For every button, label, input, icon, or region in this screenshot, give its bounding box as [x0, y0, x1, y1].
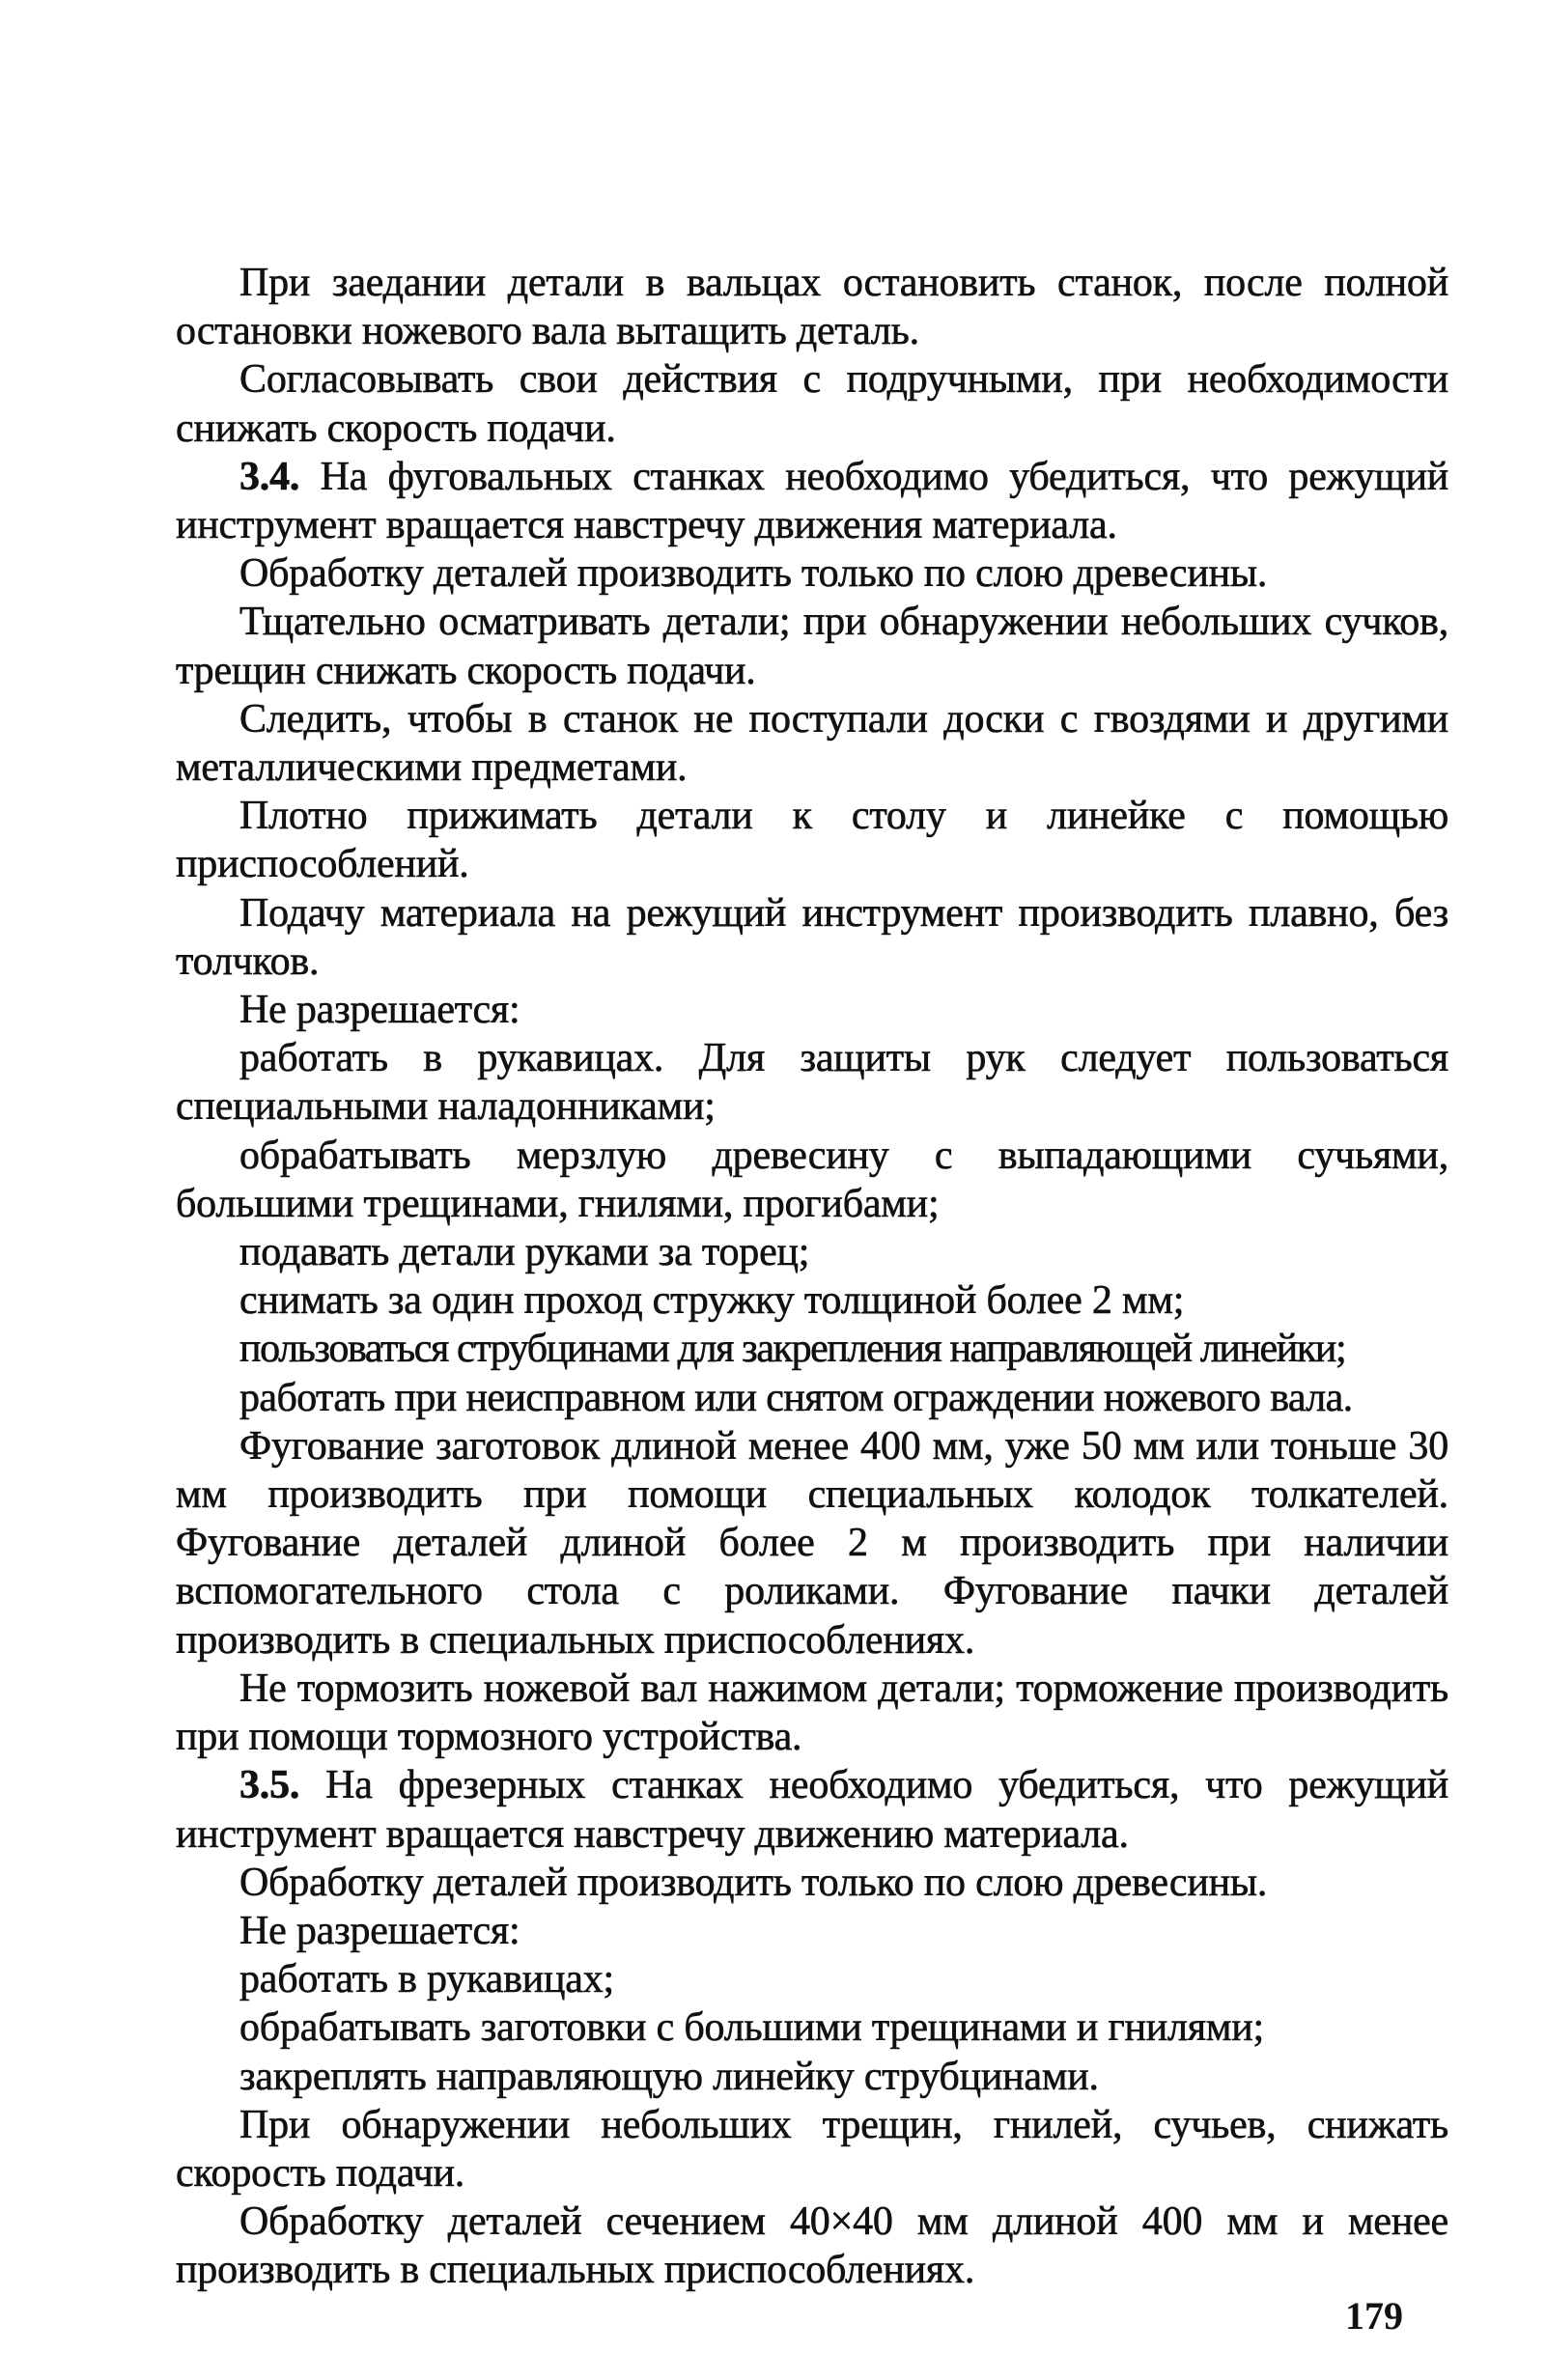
- paragraph: [176, 2003, 1448, 2052]
- paragraph: [176, 695, 1448, 792]
- paragraph: [176, 889, 1448, 986]
- paragraph: [176, 1955, 1448, 2003]
- paragraph: [176, 1132, 1448, 1228]
- paragraph-text: снимать за один проход стружку толщиной более 2 мм;: [239, 1278, 1185, 1324]
- paragraph-text: Не разрешается:: [239, 1908, 520, 1953]
- paragraph: [176, 355, 1448, 452]
- paragraph: [176, 1665, 1448, 1761]
- paragraph-text: обрабатывать мерзлую древесину с выпадающими сучьями, большими трещинами, гнилями, прогибами;: [176, 1133, 1448, 1226]
- paragraph-text: Тщательно осматривать детали; при обнаружении небольших сучков, трещин снижать скорость подачи.: [176, 600, 1448, 693]
- paragraph-text: При заедании детали в вальцах остановить станок, после полной остановки ножевого вала вытащить деталь.: [176, 261, 1448, 354]
- paragraph-text: При обнаружении небольших трещин, гнилей, сучьев, снижать скорость подачи.: [176, 2102, 1448, 2196]
- paragraph-text: пользоваться струбцинами для закрепления направляющей линейки;: [239, 1327, 1346, 1372]
- paragraph: [176, 2198, 1448, 2294]
- section-number: 3.4.: [239, 454, 300, 499]
- paragraph: [176, 2101, 1448, 2198]
- paragraph-text: Обработку деталей сечением 40×40 мм длиной 400 мм и менее производить в специальных приспособлениях.: [176, 2199, 1448, 2293]
- paragraph: [176, 1761, 1448, 1858]
- paragraph-text: работать в рукавицах. Для защиты рук следует пользоваться специальными наладонниками;: [176, 1036, 1448, 1130]
- paragraph: [176, 1859, 1448, 1907]
- paragraph-text: На фуговальных станках необходимо убедиться, что режущий инструмент вращается навстречу движения материала.: [176, 454, 1448, 548]
- section-number: 3.5.: [239, 1763, 300, 1808]
- paragraph: [176, 986, 1448, 1034]
- paragraph: [176, 1907, 1448, 1955]
- paragraph: [176, 259, 1448, 355]
- paragraph: [176, 2053, 1448, 2101]
- paragraph-text: работать в рукавицах;: [239, 1957, 614, 2002]
- paragraph-text: Согласовывать свои действия с подручными, при необходимости снижать скорость подачи.: [176, 357, 1448, 451]
- paragraph-text: подавать детали руками за торец;: [239, 1230, 810, 1275]
- paragraph-text: работать при неисправном или снятом ограждении ножевого вала.: [239, 1375, 1353, 1420]
- body-text: [176, 259, 1448, 2295]
- paragraph-text: закреплять направляющую линейку струбцинами.: [239, 2054, 1099, 2099]
- paragraph-text: Следить, чтобы в станок не поступали доски с гвоздями и другими металлическими предметами.: [176, 696, 1448, 791]
- paragraph: [176, 598, 1448, 694]
- paragraph: [176, 792, 1448, 888]
- paragraph-text: Обработку деталей производить только по слою древесины.: [239, 551, 1268, 597]
- paragraph: [176, 1228, 1448, 1276]
- paragraph: [176, 1034, 1448, 1131]
- paragraph-text: Не разрешается:: [239, 988, 520, 1033]
- paragraph-text: Подачу материала на режущий инструмент производить плавно, без толчков.: [176, 890, 1448, 984]
- paragraph: [176, 1374, 1448, 1422]
- paragraph-text: Фугование заготовок длиной менее 400 мм, уже 50 мм или тоньше 30 мм производить при помощи специальных колодок толкателей. Фугование деталей длиной более 2 м производить при наличии вспомогательного стола с роликами. Фугование пачки деталей производить в специальных приспособлениях.: [176, 1423, 1448, 1663]
- paragraph-text: обрабатывать заготовки с большими трещинами и гнилями;: [239, 2005, 1265, 2051]
- paragraph: [176, 1422, 1448, 1665]
- paragraph: [176, 549, 1448, 598]
- paragraph: [176, 1325, 1448, 1373]
- paragraph-text: Обработку деталей производить только по слою древесины.: [239, 1860, 1268, 1905]
- paragraph: [176, 453, 1448, 549]
- page-number: 179: [1345, 2294, 1403, 2338]
- paragraph-text: На фрезерных станках необходимо убедиться, что режущий инструмент вращается навстречу движению материала.: [176, 1763, 1448, 1857]
- paragraph-text: Плотно прижимать детали к столу и линейке с помощью приспособлений.: [176, 794, 1448, 887]
- paragraph-text: Не тормозить ножевой вал нажимом детали; торможение производить при помощи тормозного устройства.: [176, 1666, 1448, 1760]
- paragraph: [176, 1276, 1448, 1325]
